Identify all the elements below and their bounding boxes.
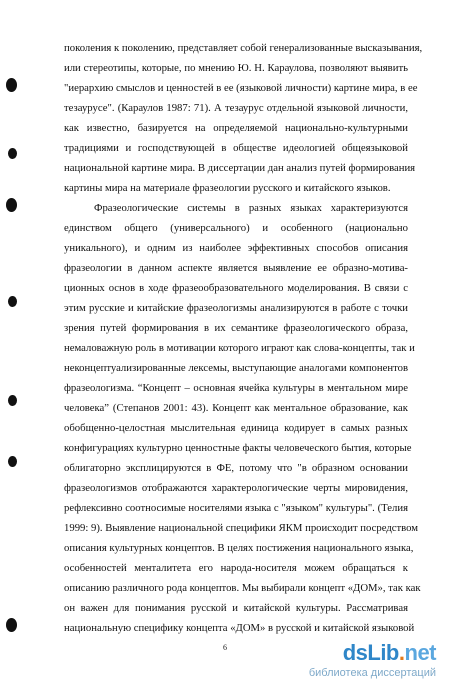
text-line: традициями и господствующей в обществе идеологией общеязыковой xyxy=(64,142,408,154)
text-line: немаловажную роль в мотивации которого играют как слова-концепты, так и xyxy=(64,342,415,354)
text-line: 1999: 9). Выявление национальной специфики ЯКМ происходит посредством xyxy=(64,522,419,534)
watermark-subtitle: библиотека диссертаций xyxy=(308,667,436,679)
text-line: этим русские и китайские фразеологизмы анализируются в работе с точки xyxy=(64,302,408,314)
text-line: обобщенно-целостная мыслительная единица кодирует в самых разных xyxy=(64,422,408,434)
binder-hole xyxy=(8,395,17,406)
text-line: описания культурных концептов. В целях постижения национального языка, xyxy=(64,542,414,554)
text-line: рефлексивно соотносимые носителями языка с "языком" культуры". (Телия xyxy=(64,502,408,514)
text-line: фразеологизма. “Концепт – основная ячейка культуры в ментальном мире xyxy=(64,382,408,394)
text-line: картины мира на материале фразеологии русского и китайского языков. xyxy=(64,182,391,194)
dslib-watermark xyxy=(308,640,436,680)
text-line: неконцептуализированные лексемы, выступающие аналогами компонентов xyxy=(64,362,408,374)
binder-hole-bottom xyxy=(6,618,17,632)
text-line: человека” (Степанов 2001: 43). Концепт как ментальное образование, как xyxy=(64,402,408,414)
body-text xyxy=(64,38,423,638)
text-line: конфигурациях культурно ценностные факты человеческого бытия, которые xyxy=(64,442,412,454)
text-line: поколения к поколению, представляет собой генерализованные высказывания, xyxy=(64,42,423,54)
text-line: описанию различного рода концептов. Мы выбирали концепт «ДОМ», так как xyxy=(64,582,421,594)
text-line: зрения путей формирования в их семантике фразеологического образа, xyxy=(64,322,408,334)
text-line: тезаурусе". (Караулов 1987: 71). А тезаурус отдельной языковой личности, xyxy=(64,102,408,114)
text-line: ционных основ в ходе фразеообразовательного моделирования. В связи с xyxy=(64,282,408,294)
text-line: уникального), и одним из наиболее эффективных способов описания xyxy=(64,242,408,254)
binder-hole xyxy=(8,148,17,159)
text-line: Фразеологические системы в разных языках характеризуются xyxy=(94,202,408,214)
text-line: или стереотипы, которые, по мнению Ю. Н. Караулова, позволяют выявить xyxy=(64,62,408,74)
text-line: фразеологизмов отображаются характерологические черты мировидения, xyxy=(64,482,408,494)
page-number: 6 xyxy=(223,643,227,652)
logo-tld: net xyxy=(404,640,436,665)
logo-dot: . xyxy=(398,640,405,665)
text-line: "иерархию смыслов и ценностей в ее (языковой личности) картине мира, в ее xyxy=(64,82,418,94)
text-line: фразеологии в данном аспекте является выявление ее образно-мотива- xyxy=(64,262,408,274)
text-line: особенностей менталитета его народа-носителя можем обращаться к xyxy=(64,562,408,574)
text-line: единством общего (универсального) и особенного (национально xyxy=(64,222,408,234)
binder-hole xyxy=(8,296,17,307)
text-line: как известно, базируется на определяемой национально-культурными xyxy=(64,122,408,134)
binder-hole-top xyxy=(6,78,17,92)
text-line: облигаторно эксплицируются в ФЕ, потому что "в образном основании xyxy=(64,462,408,474)
dslib-logo xyxy=(343,640,436,666)
text-line: он важен для понимания русской и китайской культуры. Рассматривая xyxy=(64,602,408,614)
binder-hole xyxy=(6,198,17,212)
text-line: национальную специфику концепта «ДОМ» в русской и китайской языковой xyxy=(64,622,415,634)
binder-hole xyxy=(8,456,17,467)
text-line: национальной картине мира. В диссертации дан анализ путей формирования xyxy=(64,162,416,174)
logo-main: dsLib xyxy=(342,640,399,665)
